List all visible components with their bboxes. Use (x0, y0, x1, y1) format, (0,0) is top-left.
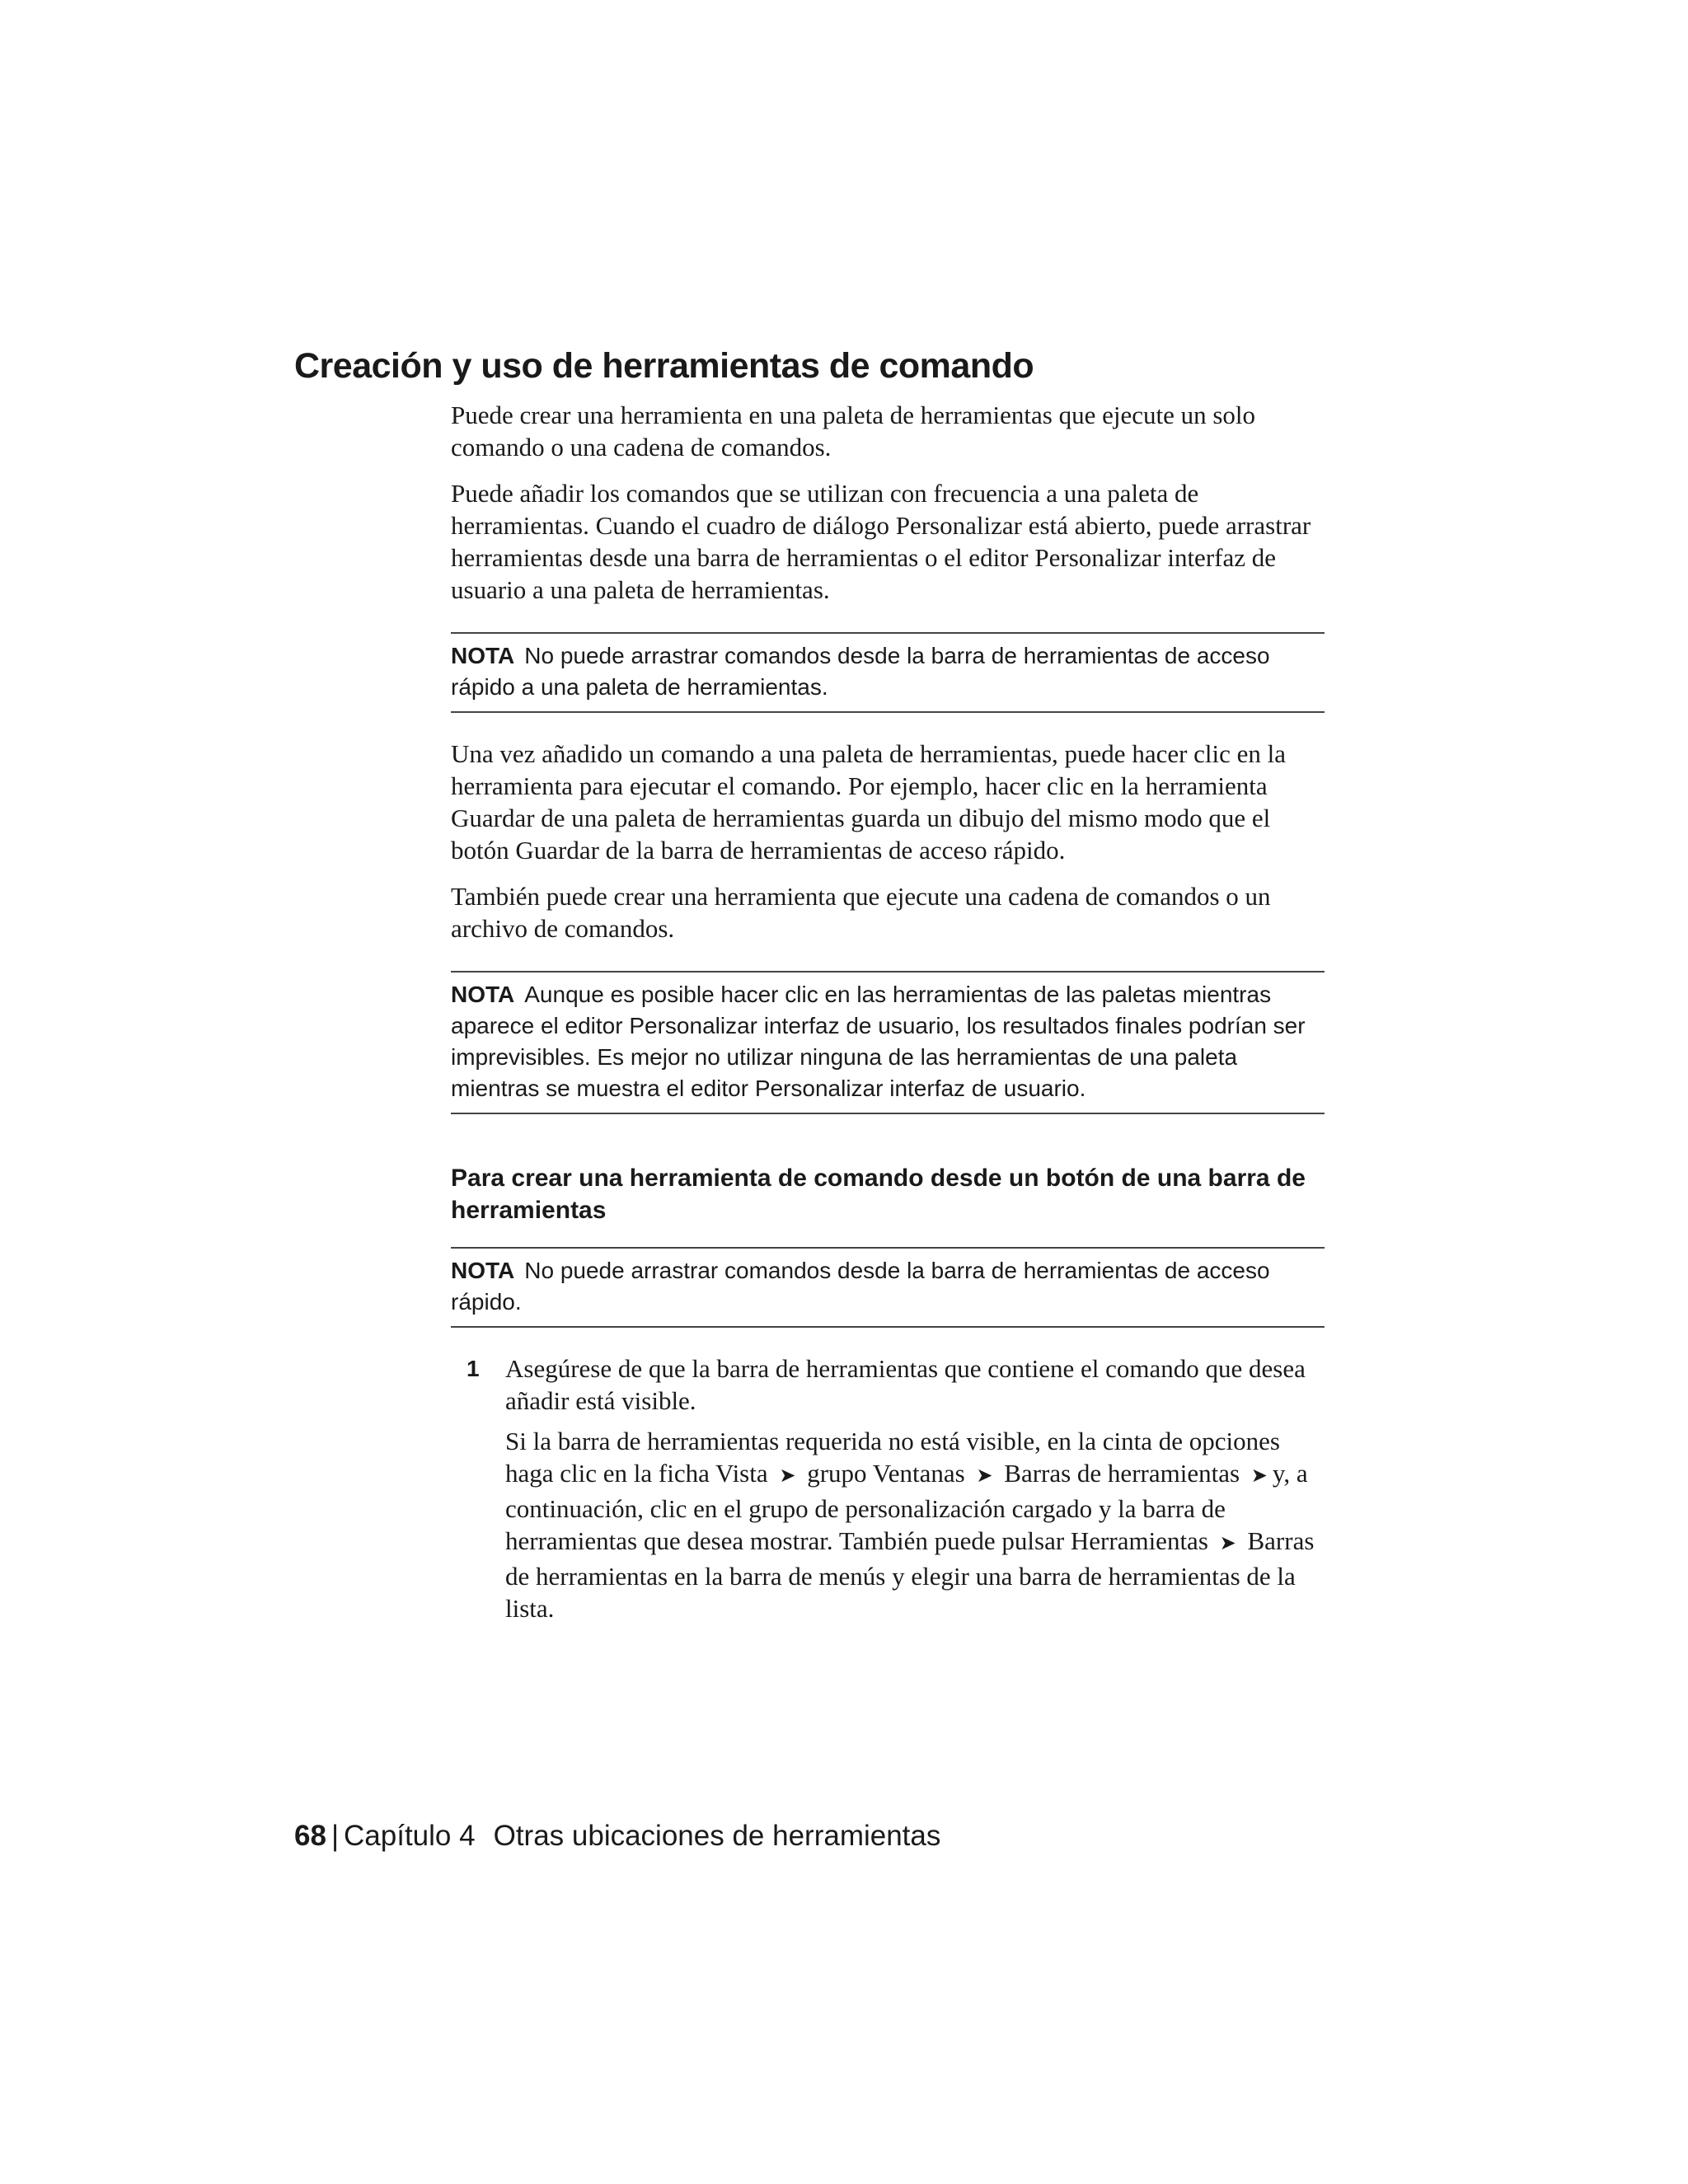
arrow-right-icon: ➤ (779, 1465, 796, 1487)
note-text: No puede arrastrar comandos desde la barra de herramientas de acceso rápido. (451, 1258, 1270, 1315)
detail-part: Si la barra de herramientas requerida no está visible, en la cinta de opciones haga clic en la ficha Vista (505, 1427, 1280, 1488)
arrow-right-icon: ➤ (1250, 1465, 1268, 1487)
detail-part: grupo Ventanas (807, 1459, 965, 1488)
note-label: NOTA (451, 982, 515, 1007)
procedure-heading: Para crear una herramienta de comando desde un botón de una barra de herramientas (451, 1165, 1306, 1224)
step-main-text: Asegúrese de que la barra de herramientas que contiene el comando que desea añadir está visible. (505, 1354, 1306, 1415)
body-column (451, 399, 1325, 1633)
paragraph-command-string: También puede crear una herramienta que ejecute una cadena de comandos o un archivo de comandos. (451, 882, 1271, 943)
detail-part: Barras de herramientas en la barra de menús y elegir una barra de herramientas de la lista. (505, 1526, 1315, 1623)
page-footer (294, 1820, 940, 1853)
note-label: NOTA (451, 643, 515, 668)
footer-separator: | (331, 1820, 340, 1852)
section-title: Creación y uso de herramientas de comando (294, 346, 1034, 386)
chapter-label: Capítulo 4 (344, 1820, 476, 1852)
paragraph-add-commands: Puede añadir los comandos que se utilizan con frecuencia a una paleta de herramientas. Cuando el cuadro de diálogo Personalizar está abierto, puede arrastrar herramientas desde una barra de herramientas o el editor Personalizar interfaz de usuario a una paleta de herramientas. (451, 479, 1311, 604)
arrow-right-icon: ➤ (976, 1465, 993, 1487)
step-detail-text (505, 1425, 1325, 1624)
paragraph-intro: Puede crear una herramienta en una paleta de herramientas que ejecute un solo comando o una cadena de comandos. (451, 401, 1256, 462)
detail-part: y, a continuación, clic en el grupo de personalización cargado y la barra de herramientas que desea mostrar. También puede pulsar Herramientas (505, 1459, 1308, 1555)
note-text: No puede arrastrar comandos desde la barra de herramientas de acceso rápido a una paleta de herramientas. (451, 643, 1270, 700)
procedure-step-1 (451, 1352, 1325, 1624)
note-box-2 (451, 971, 1325, 1114)
chapter-title: Otras ubicaciones de herramientas (493, 1820, 941, 1852)
detail-part: Barras de herramientas (1004, 1459, 1240, 1488)
note-text: Aunque es posible hacer clic en las herramientas de las paletas mientras aparece el editor Personalizar interfaz de usuario, los resultados finales podrían ser imprevisibles. Es mejor no utilizar ninguna de las herramientas de una paleta mientras se muestra el editor Personalizar interfaz de usuario. (451, 982, 1306, 1101)
note-box-1 (451, 632, 1325, 713)
step-number: 1 (467, 1356, 480, 1381)
arrow-right-icon: ➤ (1219, 1533, 1236, 1554)
note-label: NOTA (451, 1258, 515, 1283)
note-box-3 (451, 1247, 1325, 1328)
paragraph-run-command: Una vez añadido un comando a una paleta de herramientas, puede hacer clic en la herramienta para ejecutar el comando. Por ejemplo, hacer clic en la herramienta Guardar de una paleta de herramientas guarda un dibujo del mismo modo que el botón Guardar de la barra de herramientas de acceso rápido. (451, 739, 1287, 865)
page-number: 68 (294, 1820, 326, 1852)
